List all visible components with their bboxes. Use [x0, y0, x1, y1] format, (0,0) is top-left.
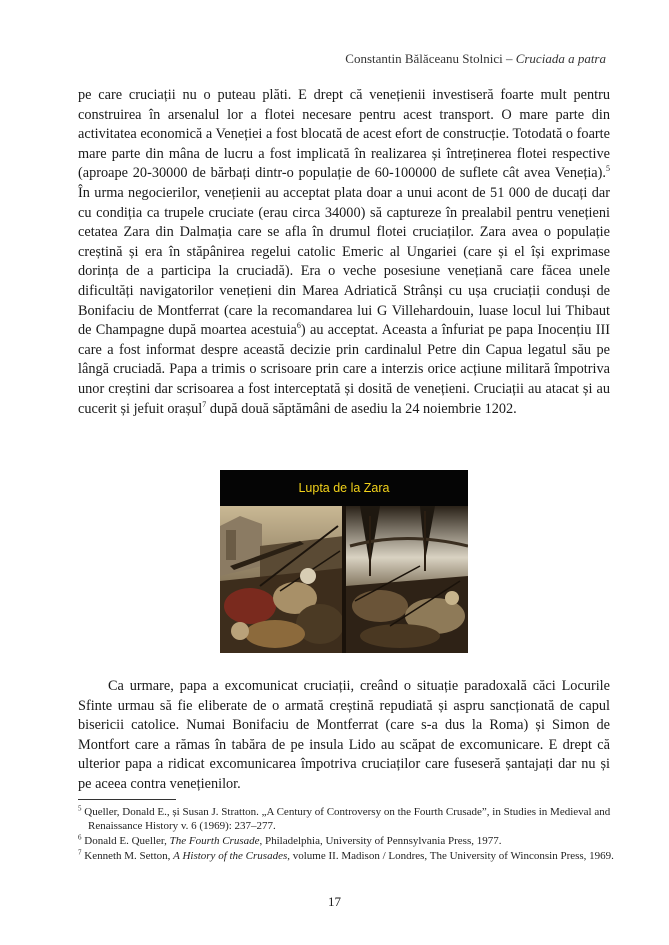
text-run: după două săptămâni de asediu la 24 noiembrie 1202.	[206, 400, 517, 417]
footnote-number: 5	[78, 804, 82, 813]
footnote-7	[78, 849, 618, 863]
footnote-6	[78, 834, 618, 848]
footnote-ref: 5	[606, 164, 610, 174]
text-run: pe care cruciații nu o puteau plăti. E drept că venețienii investiseră foarte mult pentru construirea în arsenalul lor a flotei necesare pentru acest transport. O mare parte din activitatea economică a Veneției a fost blocată de acest efort de construcție. Totodată o foarte mare parte din mâna de lucru a fost implicată în realizarea și întreținerea flotei respective (aproape 20-30000 de bărbați dintr-o populație de 60-100000 de suflete cât avea Veneția).	[78, 87, 610, 182]
footnote-text: Kenneth M. Setton,	[84, 850, 174, 862]
page-number: 17	[328, 894, 341, 909]
figure-battle-of-zara	[220, 470, 468, 653]
header-title: Cruciada a patra	[515, 51, 606, 66]
body-paragraph-1	[78, 86, 610, 419]
footnote-text: Donald E. Queller,	[84, 835, 170, 847]
footnote-book-title: The Fourth Crusade	[169, 835, 260, 847]
footnote-book-title: A History of the Crusades	[173, 850, 288, 862]
body-paragraph-2: Ca urmare, papa a excomunicat cruciații, creând o situație paradoxală căci Locurile Sfinte urmau să fie eliberate de o armată creștină repudiată și aspru sancționată de capul bisericii catolice. Numai Bonifaciu de Montferrat (care s-a dus la Roma) și Simon de Montfort care a rămas în tabăra de pe insula Lido au scăpat de excomunicare. E drept că ulterior papa a ridicat excomunicarea împotriva cruciaților care fuseseră șantajați dar nu și pe aceea contra venețienilor.	[78, 678, 610, 792]
footnote-number: 7	[78, 848, 82, 857]
text-run: În urma negocierilor, venețienii au acceptat plata doar a unui acont de 51 000 de ducați dar cu condiția ca trupele cruciate (erau circa 34000) să captureze în prealabil pentru venețieni cetatea Zara din Dalmația care se afla în drumul flotei cruciaților. Zara avea o populație creștină și era în stăpânirea regelui catolic Emeric al Ungariei (care și el își exprimase dorința de a participa la cruciadă). Era o veche posesiune venețiană care făcea unele dificultăți navigatorilor venețieni din Marea Adriatică Strânși cu ușa cruciații conduși de Bonifaciu de Montferrat (care la recomandarea lui G Villehardouin, luase locul lui Thibaut de Champagne după moartea acestuia	[78, 184, 610, 339]
footnotes	[78, 805, 618, 864]
running-header	[345, 51, 606, 67]
header-author: Constantin Bălăceanu Stolnici –	[345, 51, 516, 66]
footnote-text: Queller, Donald E., și Susan J. Stratton. „A Century of Controversy on the Fourth Crusade”, in Studies in Medieval and Renaissance History v. 6 (1969): 237–277.	[84, 806, 611, 832]
footnote-ref: 7	[202, 399, 207, 409]
footnote-text: , Philadelphia, University of Pennsylvania Press, 1977.	[259, 835, 502, 847]
footnote-number: 6	[78, 833, 82, 842]
footnote-separator	[78, 799, 176, 800]
battle-painting-image	[220, 506, 468, 653]
footnote-ref: 6	[296, 321, 301, 331]
footnote-text: , volume II. Madison / Londres, The University of Winconsin Press, 1969.	[287, 850, 614, 862]
text-run: ) au acceptat. Aceasta a înfuriat pe papa Inocențiu III care a fost informat despre această decizie prin cardinalul Petre din Capua legatul său pe lângă cruciadă. Papa a trimis o scrisoare prin care a interzis orice acțiune militară împotriva unor creștini dar scrisoarea a fost interceptată și dosită de venețieni. Cruciații au atacat și au cucerit și jefuit orașul	[78, 322, 610, 417]
footnote-5	[78, 805, 618, 833]
figure-caption: Lupta de la Zara	[220, 470, 468, 506]
